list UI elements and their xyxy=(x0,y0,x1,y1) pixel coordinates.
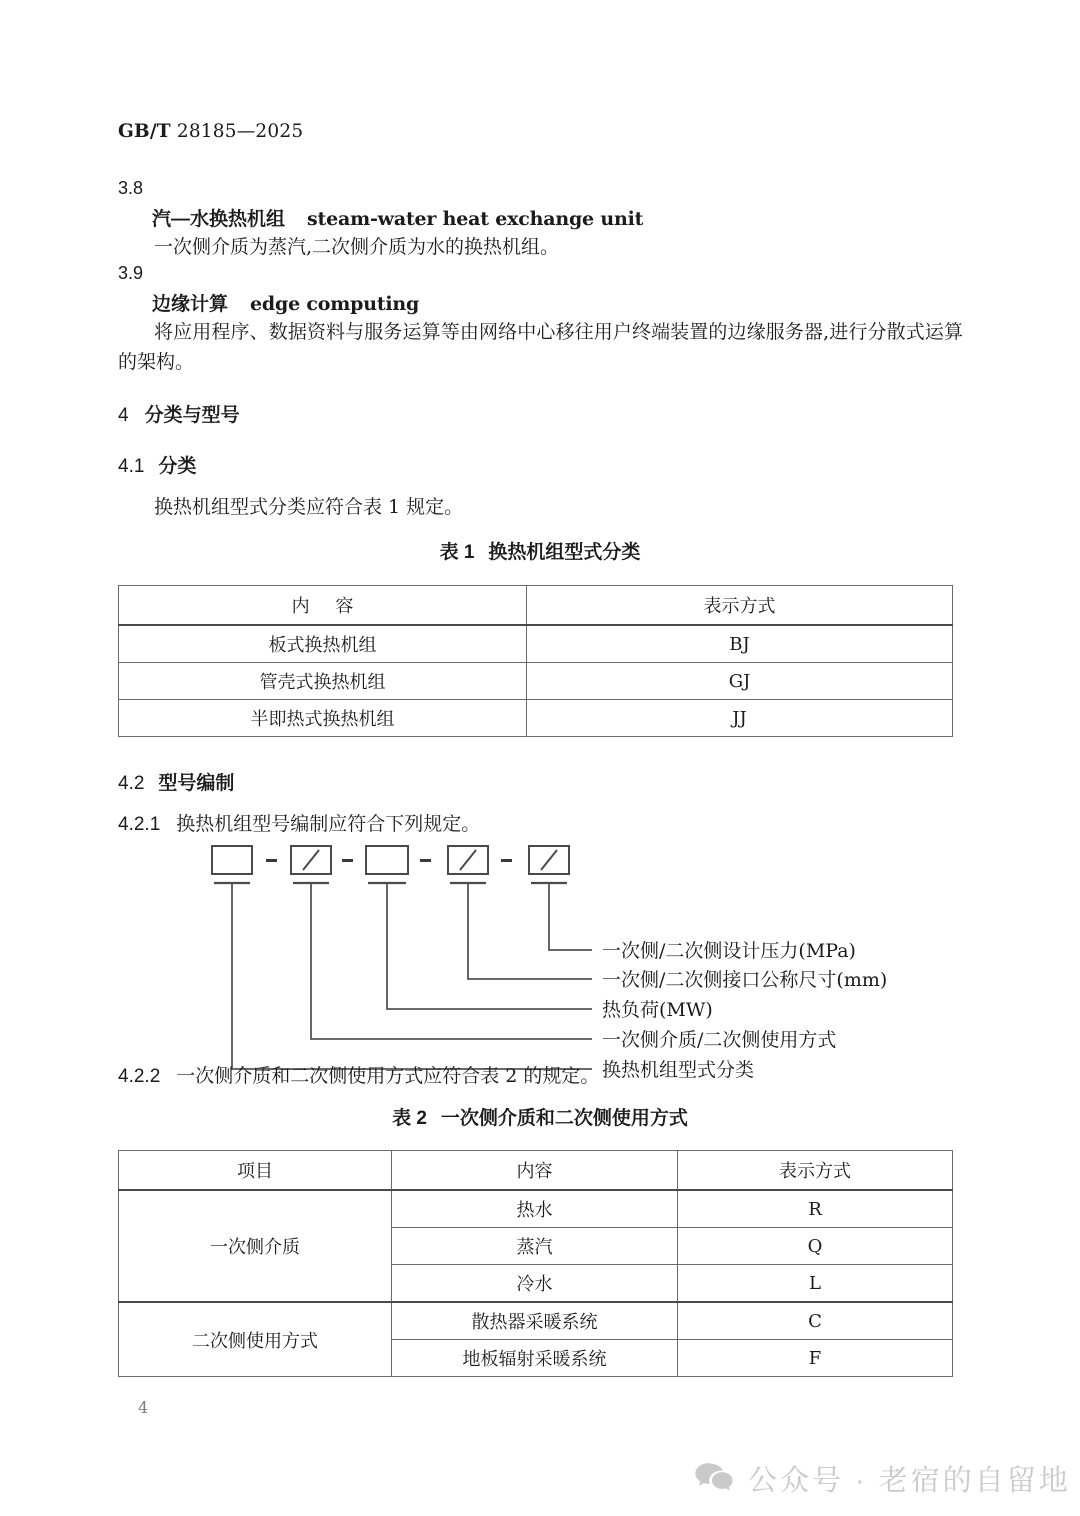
standard-number-rest: 28185—2025 xyxy=(176,121,304,142)
table-1-header-row xyxy=(119,586,953,626)
table-2-cell-content: 蒸汽 xyxy=(392,1228,678,1265)
table-1 xyxy=(118,585,953,737)
table-2-cell-code: R xyxy=(678,1190,953,1228)
table-1-caption xyxy=(0,537,1080,564)
table-row xyxy=(119,1190,953,1228)
table-2-group-name: 二次侧使用方式 xyxy=(119,1302,392,1377)
standard-number-prefix: GB/T xyxy=(118,121,171,142)
table-2-cell-content: 散热器采暖系统 xyxy=(392,1302,678,1340)
table-2-group-name: 一次侧介质 xyxy=(119,1190,392,1302)
table-2-header-item: 项目 xyxy=(119,1151,392,1191)
table-1-caption-title: 换热机组型式分类 xyxy=(488,542,641,563)
term-cn-3-8: 汽—水换热机组 xyxy=(152,209,286,230)
table-2-caption-title: 一次侧介质和二次侧使用方式 xyxy=(440,1108,688,1129)
table-1-cell-code: BJ xyxy=(527,625,953,663)
table-1-cell-name: 管壳式换热机组 xyxy=(119,663,527,700)
page-number: 4 xyxy=(138,1398,149,1417)
diagram-label-0: 一次侧/二次侧设计压力(MPa) xyxy=(602,940,856,962)
table-2 xyxy=(118,1150,953,1377)
running-header xyxy=(118,121,303,142)
table-2-cell-content: 热水 xyxy=(392,1190,678,1228)
clause-number-4-2-2: 4.2.2 xyxy=(118,1066,161,1087)
term-definition-3-9: 将应用程序、数据资料与服务运算等由网络中心移往用户终端装置的边缘服务器,进行分散式运算的架构。 xyxy=(118,321,963,373)
paragraph-4-2-1 xyxy=(118,809,480,836)
paragraph-4-2-2 xyxy=(118,1061,599,1088)
paragraph-4-1-body: 换热机组型式分类应符合表 1 规定。 xyxy=(154,496,464,518)
table-2-header-symbol: 表示方式 xyxy=(678,1151,953,1191)
section-heading-4-2 xyxy=(118,768,234,795)
clause-text-4-2-1: 换热机组型号编制应符合下列规定。 xyxy=(176,813,481,835)
section-number-4: 4 xyxy=(118,405,129,426)
table-1-cell-code: JJ xyxy=(527,700,953,737)
clause-number-3-9: 3.9 xyxy=(118,263,144,283)
section-heading-4 xyxy=(118,400,240,427)
table-1-cell-code: GJ xyxy=(527,663,953,700)
wechat-icon xyxy=(694,1461,734,1497)
term-heading-3-8 xyxy=(152,204,643,231)
diagram-label-1: 一次侧/二次侧接口公称尺寸(mm) xyxy=(602,969,888,991)
term-en-3-8: steam‑water heat exchange unit xyxy=(307,208,644,230)
table-2-cell-code: F xyxy=(678,1340,953,1377)
table-1-caption-number: 表 1 xyxy=(439,542,475,563)
term-en-3-9: edge computing xyxy=(250,293,420,315)
term-cn-3-9: 边缘计算 xyxy=(152,294,229,315)
clause-number-4-2-1: 4.2.1 xyxy=(118,814,161,835)
table-2-cell-code: Q xyxy=(678,1228,953,1265)
table-2-cell-content: 地板辐射采暖系统 xyxy=(392,1340,678,1377)
code-box-1 xyxy=(212,846,252,874)
term-definition-3-8: 一次侧介质为蒸汽,二次侧介质为水的换热机组。 xyxy=(154,236,560,258)
table-2-header-row xyxy=(119,1151,953,1191)
table-2-caption xyxy=(0,1103,1080,1130)
section-number-4-1: 4.1 xyxy=(118,456,145,477)
table-row xyxy=(119,625,953,663)
clause-number-3-8: 3.8 xyxy=(118,178,144,198)
diagram-label-2: 热负荷(MW) xyxy=(602,999,713,1021)
diagram-label-3: 一次侧介质/二次侧使用方式 xyxy=(602,1029,837,1051)
table-2-cell-code: L xyxy=(678,1265,953,1303)
code-separators xyxy=(266,859,512,862)
table-row xyxy=(119,663,953,700)
code-box-3 xyxy=(366,846,408,874)
section-number-4-2: 4.2 xyxy=(118,773,145,794)
table-1-cell-name: 半即热式换热机组 xyxy=(119,700,527,737)
term-heading-3-9 xyxy=(152,289,419,316)
table-2-cell-code: C xyxy=(678,1302,953,1340)
table-row xyxy=(119,700,953,737)
table-2-caption-number: 表 2 xyxy=(392,1108,427,1129)
clause-text-4-2-2: 一次侧介质和二次侧使用方式应符合表 2 的规定。 xyxy=(176,1065,600,1087)
table-1-cell-name: 板式换热机组 xyxy=(119,625,527,663)
table-1-header-content: 内 容 xyxy=(119,586,527,626)
table-2-cell-content: 冷水 xyxy=(392,1265,678,1303)
diagram-label-4: 换热机组型式分类 xyxy=(602,1059,755,1081)
section-title-4: 分类与型号 xyxy=(144,405,240,426)
table-row xyxy=(119,1302,953,1340)
table-1-header-symbol: 表示方式 xyxy=(527,586,953,626)
watermark-text: 公众号 · 老宿的自留地 xyxy=(748,1465,1071,1497)
table-2-header-content: 内容 xyxy=(392,1151,678,1191)
section-title-4-2: 型号编制 xyxy=(158,773,235,794)
watermark xyxy=(694,1458,1071,1499)
section-title-4-1: 分类 xyxy=(158,456,197,477)
section-heading-4-1 xyxy=(118,451,196,478)
